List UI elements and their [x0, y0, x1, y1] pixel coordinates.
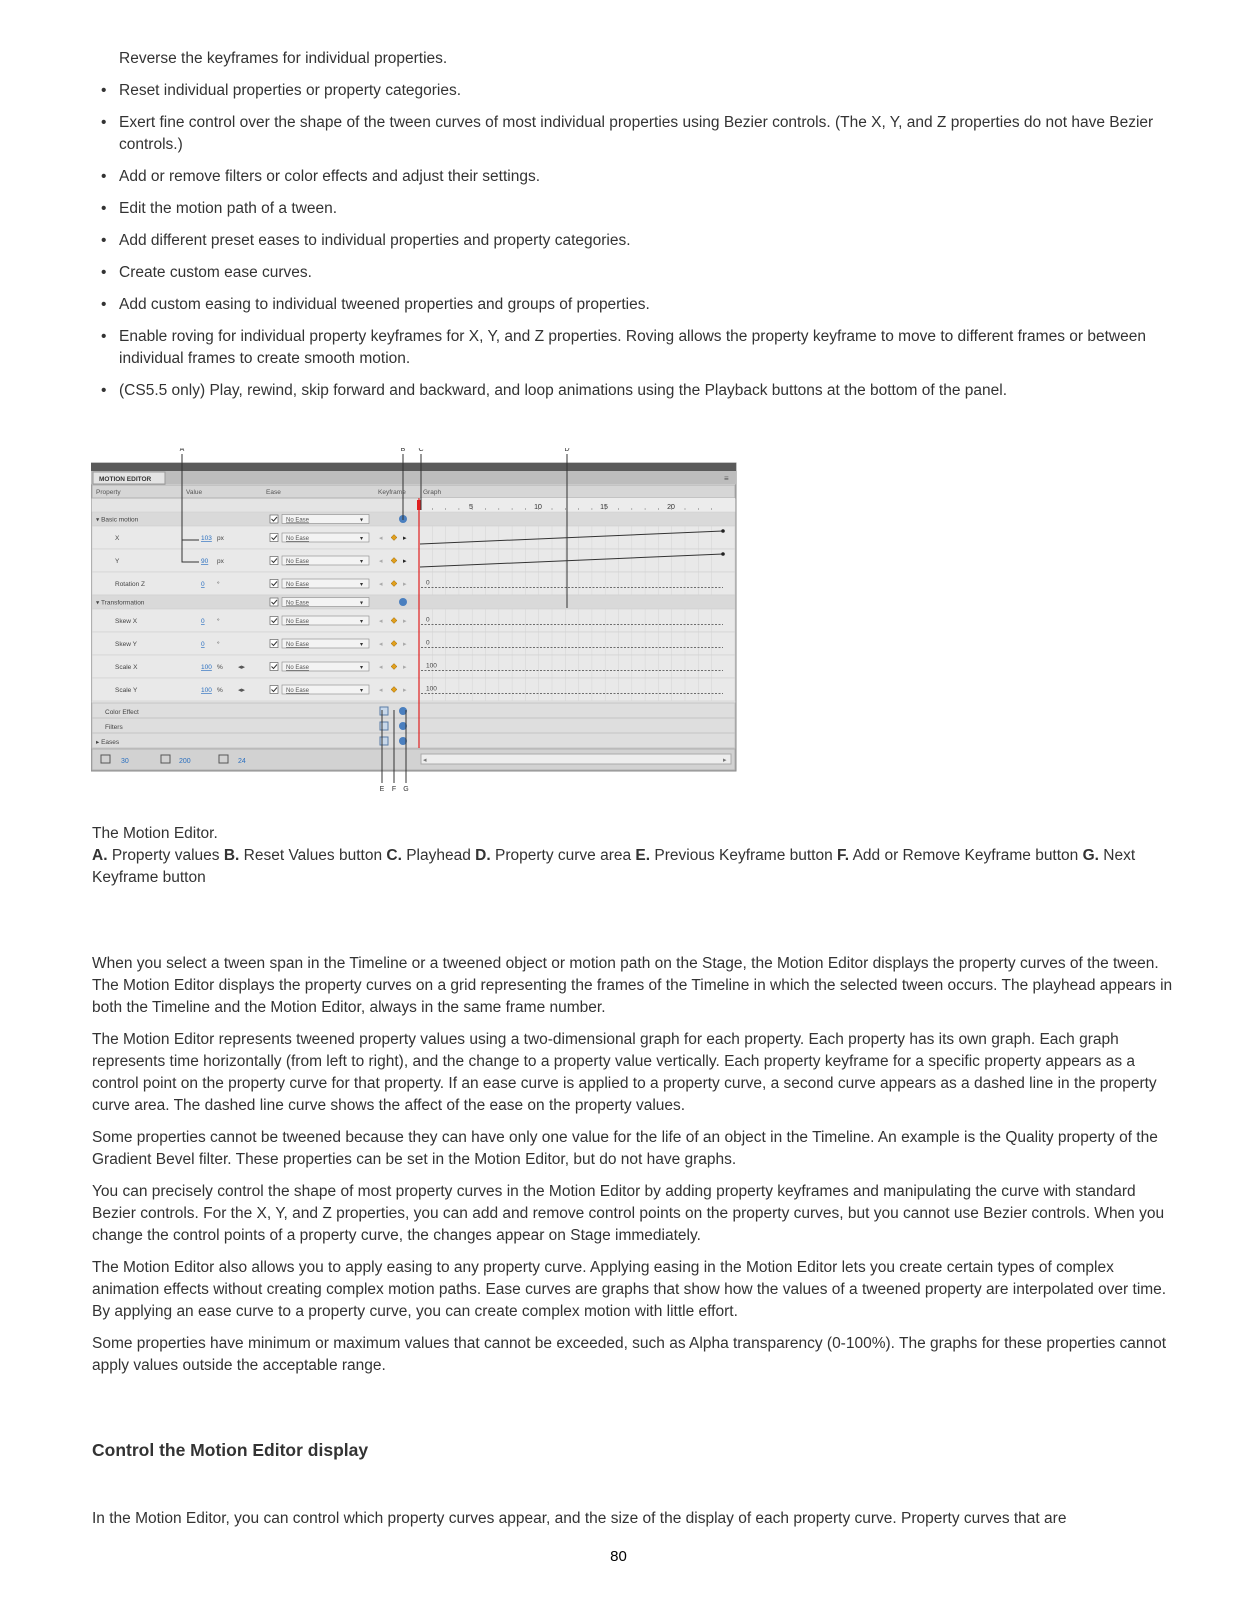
next-keyframe-icon[interactable]: ▸ [403, 618, 407, 625]
bullet-item: • Add or remove filters or color effects and adjust their settings. [101, 166, 1176, 188]
property-name: ▾ Transformation [96, 599, 145, 607]
property-value[interactable]: 0 [201, 641, 205, 648]
link-values-icon[interactable]: ◂▸ [238, 687, 246, 694]
chevron-down-icon: ▾ [360, 688, 364, 694]
color-effect-label: Color Effect [105, 709, 139, 716]
caption-item-letter: D. [475, 847, 491, 864]
page-number: 80 [610, 1548, 627, 1565]
callout-f-label: F [391, 786, 397, 793]
row-background [92, 512, 735, 526]
eases-row[interactable] [92, 733, 735, 748]
row-background [92, 526, 735, 549]
caption-item-letter: C. [386, 847, 402, 864]
property-unit: % [217, 664, 223, 671]
caption-item [224, 847, 387, 864]
caption-item-text: Add or Remove Keyframe button [852, 847, 1079, 864]
body-paragraphs [92, 953, 1182, 1387]
property-unit: ° [217, 618, 220, 625]
body-paragraph: Some properties have minimum or maximum values that cannot be exceeded, such as Alpha transparency (0-100%). The graphs for these properties cannot apply values outside the acceptable range. [92, 1335, 1167, 1374]
motion-editor-figure [91, 448, 751, 808]
callout-g-label: G [403, 786, 409, 793]
property-unit: px [217, 535, 224, 542]
body-paragraph: The Motion Editor also allows you to apply easing to any property curve. Applying easing in the Motion Editor lets you create certain types of complex animation effects without creating complex motion paths. Ease curves are graphs that show how the values of a tweened property are interpolated over time. By applying an ease curve to a property curve, you can create complex motion with little effort. [92, 1259, 1167, 1320]
curve-value-label: 0 [426, 616, 430, 624]
caption-item-letter: B. [223, 847, 240, 864]
motion-editor-screenshot [91, 448, 751, 808]
ease-checkbox[interactable] [270, 663, 278, 671]
ease-dropdown-value: No Ease [286, 517, 310, 524]
caption-item-letter: F. [837, 847, 850, 864]
ease-checkbox[interactable] [270, 686, 278, 694]
ease-checkbox[interactable] [270, 557, 278, 565]
row-background [92, 609, 735, 632]
caption-legend [92, 845, 1172, 889]
callout-d-label: D [564, 448, 570, 453]
property-row[interactable] [92, 678, 735, 701]
ease-checkbox[interactable] [270, 640, 278, 648]
property-unit: ° [217, 641, 220, 648]
chevron-down-icon: ▾ [360, 642, 364, 648]
last-paragraph: In the Motion Editor, you can control which property curves appear, and the size of the display of each property curve. Property curves that are [92, 1510, 1067, 1527]
ease-dropdown-value: No Ease [286, 582, 310, 588]
property-value[interactable]: 100 [201, 664, 212, 671]
scroll-left-arrow[interactable]: ◂ [423, 757, 427, 764]
frame-ruler [419, 498, 735, 512]
property-value[interactable]: 103 [201, 535, 212, 542]
ease-checkbox[interactable] [270, 534, 278, 542]
next-keyframe-icon[interactable]: ▸ [403, 535, 407, 542]
scroll-right-arrow[interactable]: ▸ [723, 757, 727, 764]
filters-row[interactable] [92, 718, 735, 733]
caption-item [92, 847, 224, 864]
add-color-effect-button[interactable] [380, 707, 388, 715]
previous-keyframe-icon[interactable]: ◂ [379, 687, 383, 694]
frame-tick-label-10: 10 [534, 504, 542, 511]
caption-item-letter: A. [92, 847, 108, 864]
eases-label: ▸ Eases [96, 739, 120, 746]
property-value[interactable]: 90 [201, 558, 209, 565]
filters-label: Filters [105, 724, 123, 731]
panel-tab-strip [91, 471, 736, 484]
property-row[interactable] [92, 632, 735, 655]
viewable-frames-value[interactable]: 24 [238, 758, 246, 765]
bullet-item: • Reset individual properties or property categories. [101, 80, 1176, 102]
row-background [92, 678, 735, 701]
property-value[interactable]: 0 [201, 618, 205, 625]
ease-dropdown-value: No Ease [286, 536, 310, 542]
caption-item [475, 847, 635, 864]
bullet-item: • Add custom easing to individual tweened properties and groups of properties. [101, 294, 1176, 316]
property-name: Skew X [115, 618, 138, 625]
horizontal-scrollbar[interactable] [421, 754, 731, 764]
panel-menu-icon[interactable]: ≡ [724, 474, 729, 483]
chevron-down-icon: ▾ [360, 536, 364, 542]
caption-item [635, 847, 837, 864]
reset-values-icon[interactable] [399, 598, 407, 606]
previous-keyframe-icon[interactable]: ◂ [379, 641, 383, 648]
eases-add-button[interactable] [380, 737, 388, 745]
callout-e-label: E [379, 786, 385, 793]
body-paragraph: You can precisely control the shape of most property curves in the Motion Editor by adding property keyframes and manipulating the curve with standard Bezier controls. For the X, Y, and Z properties, you can add and remove control points on the property curves, but you cannot use Bezier controls. When you change the control points of a property curve, the changes appear on Stage immediately. [92, 1183, 1165, 1244]
next-keyframe-icon[interactable]: ▸ [403, 581, 407, 588]
caption-item-text: Next Keyframe button [92, 847, 1136, 886]
property-name: Scale Y [115, 687, 138, 694]
callout-a-label: A [179, 448, 185, 453]
property-row[interactable] [92, 595, 735, 609]
header-value: Value [186, 489, 203, 496]
previous-keyframe-icon[interactable]: ◂ [379, 581, 383, 588]
caption-item [386, 847, 475, 864]
ease-checkbox[interactable] [270, 598, 278, 606]
link-values-icon[interactable]: ◂▸ [238, 664, 246, 671]
caption-item-letter: E. [635, 847, 651, 864]
expanded-graph-size-value[interactable]: 200 [179, 758, 191, 765]
color-effect-row[interactable] [92, 703, 735, 718]
caption-item-text: Reset Values button [243, 847, 383, 864]
property-row[interactable] [92, 512, 735, 526]
body-paragraph: The Motion Editor represents tweened property values using a two-dimensional graph for each property. Each property has its own graph. Each graph represents time horizontally (from left to right), and the change to a property value vertically. Each property keyframe for a specific property appears as a control point on the property curve for that property. If an ease curve is applied to a property curve, a second curve appears as a dashed line in the property curve area. The dashed line curve shows the affect of the ease on the property values. [92, 1031, 1157, 1114]
row-background [92, 632, 735, 655]
property-unit: ° [217, 581, 220, 588]
ease-checkbox[interactable] [270, 617, 278, 625]
curve-value-label: 100 [426, 685, 437, 693]
header-property: Property [96, 489, 121, 496]
previous-keyframe-icon[interactable]: ◂ [379, 535, 383, 542]
chevron-down-icon: ▾ [360, 600, 364, 607]
ease-dropdown-value: No Ease [286, 619, 310, 625]
previous-keyframe-icon[interactable]: ◂ [379, 558, 383, 565]
body-paragraph: When you select a tween span in the Timeline or a tweened object or motion path on the Stage, the Motion Editor displays the property curves of the tween. The Motion Editor displays the property curves on a grid representing the frames of the Timeline in which the selected tween occurs. The playhead appears in both the Timeline and the Motion Editor, always in the same frame number. [92, 955, 1173, 1016]
body-paragraph: Some properties cannot be tweened because they can have only one value for the life of an object in the Timeline. An example is the Quality property of the Gradient Bevel filter. These properties can be set in the Motion Editor, but do not have graphs. [92, 1129, 1158, 1168]
panel-title: MOTION EDITOR [99, 476, 152, 483]
chevron-down-icon: ▾ [360, 665, 364, 671]
caption-item-text: Previous Keyframe button [654, 847, 833, 864]
previous-keyframe-icon[interactable]: ◂ [379, 618, 383, 625]
property-value[interactable]: 100 [201, 687, 212, 694]
ease-dropdown-value: No Ease [286, 559, 310, 565]
property-row[interactable] [92, 549, 735, 572]
chevron-down-icon: ▾ [360, 619, 364, 625]
caption-item-text: Playhead [406, 847, 471, 864]
y-keyframe-point[interactable] [721, 552, 725, 556]
property-name: X [115, 535, 120, 542]
property-name: ▾ Basic motion [96, 516, 139, 524]
row-background [92, 572, 735, 595]
next-keyframe-icon[interactable]: ▸ [403, 687, 407, 694]
chevron-down-icon: ▾ [360, 517, 364, 524]
header-graph: Graph [423, 489, 442, 496]
bullet-item: • Create custom ease curves. [101, 262, 1176, 284]
caption-item-text: Property curve area [494, 847, 632, 864]
row-background [92, 655, 735, 678]
bullet-item: • Enable roving for individual property keyframes for X, Y, and Z properties. Roving allows the property keyframe to move to different frames or between individual frames to create smooth motion. [101, 326, 1176, 370]
previous-keyframe-icon[interactable]: ◂ [379, 664, 383, 671]
ease-dropdown-value: No Ease [286, 642, 310, 648]
section-heading: Control the Motion Editor display [92, 1440, 369, 1460]
curve-value-label: 0 [426, 639, 430, 647]
row-background [92, 549, 735, 572]
frame-tick-label-5: 5 [469, 504, 473, 511]
next-keyframe-icon[interactable]: ▸ [403, 558, 407, 565]
property-row[interactable] [92, 609, 735, 632]
ease-checkbox[interactable] [270, 580, 278, 588]
row-background [92, 595, 735, 609]
property-row[interactable] [92, 655, 735, 678]
callout-b-label: B [400, 448, 406, 453]
property-unit: % [217, 687, 223, 694]
bullet-item: • Exert fine control over the shape of the tween curves of most individual properties using Bezier controls. (The X, Y, and Z properties do not have Bezier controls.) [101, 112, 1176, 156]
callout-c-label: C [418, 448, 424, 453]
ease-dropdown-value: No Ease [286, 665, 310, 671]
property-name: Rotation Z [115, 581, 145, 588]
caption-item [837, 847, 1083, 864]
header-keyframe: Keyframe [378, 489, 406, 496]
playhead-handle[interactable] [417, 500, 421, 510]
property-name: Skew Y [115, 641, 137, 648]
frame-tick-label-20: 20 [667, 504, 675, 511]
property-name: Y [115, 558, 120, 565]
header-ease: Ease [266, 489, 281, 496]
figure-caption [92, 823, 1172, 889]
chevron-down-icon: ▾ [360, 582, 364, 588]
caption-item-text: Property values [111, 847, 220, 864]
chevron-down-icon: ▾ [360, 559, 364, 565]
frame-tick-label-15: 15 [600, 504, 608, 511]
property-row[interactable] [92, 526, 735, 549]
property-name: Scale X [115, 664, 138, 671]
add-filter-button[interactable] [380, 722, 388, 730]
property-unit: px [217, 558, 224, 565]
x-keyframe-point[interactable] [721, 529, 725, 533]
bullet-item: • Edit the motion path of a tween. [101, 198, 1176, 220]
caption-item-letter: G. [1082, 847, 1099, 864]
ease-dropdown-value: No Ease [286, 688, 310, 694]
bullet-item: • (CS5.5 only) Play, rewind, skip forward and backward, and loop animations using the Playback buttons at the bottom of the panel. [101, 380, 1176, 402]
bullet-item: • Add different preset eases to individual properties and property categories. [101, 230, 1176, 252]
curve-value-label: 100 [426, 662, 437, 670]
next-keyframe-icon[interactable]: ▸ [403, 664, 407, 671]
ease-dropdown-value: No Ease [286, 600, 310, 607]
property-row[interactable] [92, 572, 735, 595]
feature-bullet-list [101, 48, 1176, 412]
curve-value-label: 0 [426, 579, 430, 587]
ease-checkbox[interactable] [270, 515, 278, 523]
bullet-item: Reverse the keyframes for individual properties. [119, 50, 448, 67]
property-value[interactable]: 0 [201, 581, 205, 588]
caption-title: The Motion Editor. [92, 825, 218, 842]
panel-title-bar [91, 463, 736, 471]
graph-size-value[interactable]: 30 [121, 758, 129, 765]
next-keyframe-icon[interactable]: ▸ [403, 641, 407, 648]
